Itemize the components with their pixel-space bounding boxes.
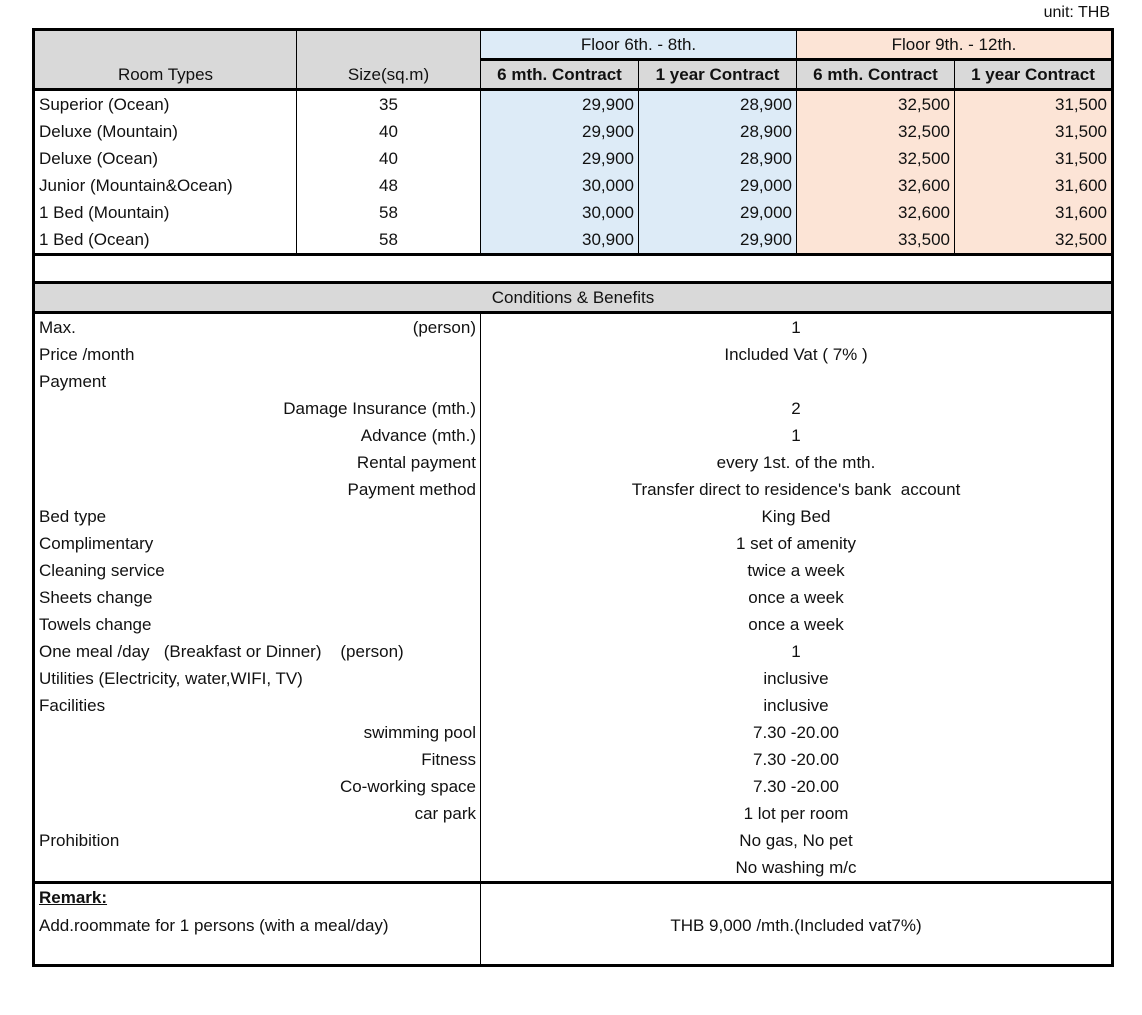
header-f2-1year: 1 year Contract [955,60,1113,90]
room-type-cell: 1 Bed (Ocean) [39,230,150,249]
condition-value: 1 [791,318,801,337]
size-cell: 58 [297,199,481,226]
condition-label: Co-working space [34,773,481,800]
condition-label: Price /month [34,341,481,368]
condition-value: every 1st. of the mth. [716,453,876,472]
condition-row [34,368,1113,395]
condition-value: 1 lot per room [743,804,849,823]
condition-label: Fitness [34,746,481,773]
condition-row [34,638,1113,665]
condition-row [34,449,1113,476]
table-row [34,199,1113,226]
size-cell: 58 [297,226,481,255]
table-row [34,145,1113,172]
price-cell: 31,500 [955,118,1113,145]
price-cell: 29,900 [481,90,639,119]
pricing-body [34,90,1113,255]
room-type-cell: Deluxe (Ocean) [39,149,159,168]
price-cell: 32,500 [797,118,955,145]
remark-title: Remark: [39,888,108,907]
condition-row [34,611,1113,638]
condition-row [34,692,1113,719]
condition-row [34,395,1113,422]
condition-value: 7.30 -20.00 [753,723,840,742]
price-cell: 29,900 [481,118,639,145]
header-floor-group-6-8: Floor 6th. - 8th. [481,30,797,60]
condition-label-text: Max. [39,318,76,337]
condition-value: King Bed [761,507,831,526]
conditions-table [32,281,1114,884]
condition-label: Bed type [34,503,481,530]
price-cell: 31,500 [955,90,1113,119]
header-size: Size(sq.m) [297,30,481,90]
price-cell: 29,000 [639,172,797,199]
condition-label: Complimentary [34,530,481,557]
condition-value [481,368,1113,395]
condition-value: twice a week [747,561,845,580]
remark-label-cell [34,884,481,966]
room-type-cell: Deluxe (Mountain) [39,122,178,141]
condition-value: Transfer direct to residence's bank account [631,480,961,499]
condition-value: 7.30 -20.00 [753,750,840,769]
header-f1-1year: 1 year Contract [639,60,797,90]
price-cell: 32,500 [797,145,955,172]
unit-label: unit: THB [1043,4,1110,21]
condition-label [34,313,481,342]
condition-value: 1 set of amenity [736,534,857,553]
condition-label: One meal /day (Breakfast or Dinner) (person) [34,638,481,665]
room-type-cell: Junior (Mountain&Ocean) [39,176,233,195]
header-f2-6mth: 6 mth. Contract [797,60,955,90]
size-cell: 35 [297,90,481,119]
condition-value: once a week [748,615,844,634]
price-cell: 29,900 [481,145,639,172]
price-cell: 32,500 [955,226,1113,255]
price-cell: 28,900 [639,118,797,145]
size-cell: 40 [297,118,481,145]
table-row [34,90,1113,119]
price-cell: 29,000 [639,199,797,226]
price-cell: 33,500 [797,226,955,255]
condition-value: 1 [791,426,801,445]
condition-label: Damage Insurance (mth.) [34,395,481,422]
remark-table [32,884,1114,967]
condition-label: Payment method [34,476,481,503]
condition-label-suffix: (person) [412,318,476,337]
condition-row [34,341,1113,368]
condition-label [34,854,481,883]
conditions-header-row [34,283,1113,313]
table-row [34,226,1113,255]
condition-row [34,422,1113,449]
condition-value: once a week [748,588,844,607]
condition-label: Advance (mth.) [34,422,481,449]
price-cell: 30,900 [481,226,639,255]
pricing-table [32,28,1114,256]
price-cell: 32,500 [797,90,955,119]
size-cell: 40 [297,145,481,172]
condition-row [34,530,1113,557]
price-cell: 28,900 [639,90,797,119]
rate-sheet [32,28,1114,967]
condition-row [34,773,1113,800]
header-floor-group-9-12: Floor 9th. - 12th. [797,30,1113,60]
remark-value: THB 9,000 /mth.(Included vat7%) [670,916,922,935]
condition-label: car park [34,800,481,827]
room-type-cell: 1 Bed (Mountain) [39,203,170,222]
price-cell: 31,600 [955,172,1113,199]
room-type-cell: Superior (Ocean) [39,95,170,114]
condition-value: Included Vat ( 7% ) [724,345,868,364]
condition-label: swimming pool [34,719,481,746]
header-room-types: Room Types [34,30,297,90]
condition-value: inclusive [763,669,829,688]
price-cell: 30,000 [481,172,639,199]
header-f1-6mth: 6 mth. Contract [481,60,639,90]
condition-value: 1 [791,642,801,661]
condition-label: Rental payment [34,449,481,476]
condition-row [34,800,1113,827]
condition-value: No washing m/c [735,858,857,877]
price-cell: 31,500 [955,145,1113,172]
condition-value: inclusive [763,696,829,715]
condition-label: Payment [34,368,481,395]
condition-label: Sheets change [34,584,481,611]
condition-row [34,719,1113,746]
size-cell: 48 [297,172,481,199]
condition-row [34,854,1113,883]
price-cell: 30,000 [481,199,639,226]
pricing-group-header-row [34,30,1113,60]
condition-row [34,746,1113,773]
condition-row [34,665,1113,692]
condition-label: Towels change [34,611,481,638]
condition-row [34,476,1113,503]
condition-label: Utilities (Electricity, water,WIFI, TV) [34,665,481,692]
spacer-row [32,256,1114,281]
condition-row [34,503,1113,530]
remark-text: Add.roommate for 1 persons (with a meal/day) [39,916,389,935]
price-cell: 28,900 [639,145,797,172]
price-cell: 29,900 [639,226,797,255]
condition-value: 7.30 -20.00 [753,777,840,796]
conditions-title: Conditions & Benefits [34,283,1113,313]
price-cell: 31,600 [955,199,1113,226]
condition-label: Prohibition [34,827,481,854]
condition-row [34,313,1113,342]
condition-row [34,827,1113,854]
condition-label: Cleaning service [34,557,481,584]
condition-row [34,557,1113,584]
condition-label: Facilities [34,692,481,719]
condition-value: No gas, No pet [739,831,853,850]
table-row [34,118,1113,145]
table-row [34,172,1113,199]
price-cell: 32,600 [797,199,955,226]
condition-value: 2 [791,399,801,418]
remark-row [34,884,1113,966]
condition-row [34,584,1113,611]
price-cell: 32,600 [797,172,955,199]
